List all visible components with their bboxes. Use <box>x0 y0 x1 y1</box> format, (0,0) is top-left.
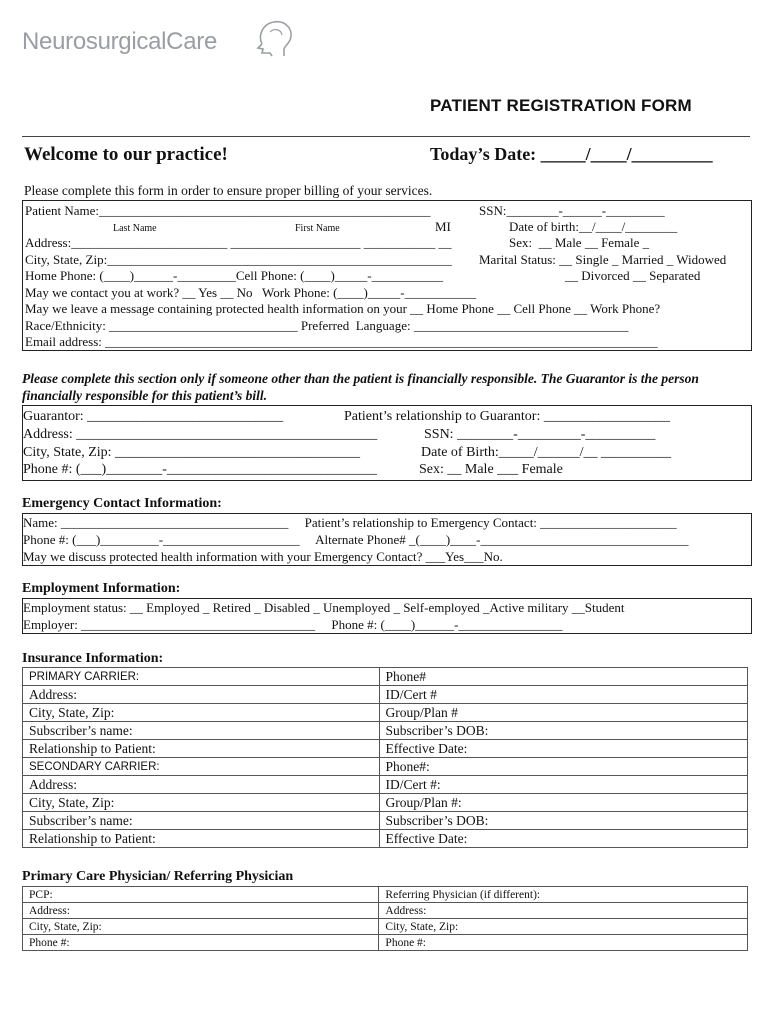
address-field[interactable]: Address:________________________ ____________________ ___________ __ <box>25 235 452 250</box>
referring-physician-cell[interactable]: Address: <box>379 903 748 919</box>
insurance-row <box>23 830 748 848</box>
pcp-cell[interactable]: Phone #: <box>23 935 379 951</box>
physician-row <box>23 935 748 951</box>
guarantor-box <box>22 405 752 481</box>
welcome-heading: Welcome to our practice! <box>24 144 228 165</box>
insurance-left-cell[interactable]: Relationship to Patient: <box>23 830 380 848</box>
physician-title: Primary Care Physician/ Referring Physician <box>22 869 294 884</box>
insurance-right-cell[interactable]: Phone#: <box>379 758 747 776</box>
insurance-right-cell[interactable]: Group/Plan #: <box>379 794 747 812</box>
work-contact-field[interactable]: May we contact you at work? __ Yes __ No Work Phone: (____)_____-___________ <box>25 285 477 300</box>
employment-status-field[interactable]: Employment status: __ Employed _ Retired _ Disabled _ Unemployed _ Self-employed _Active military __Student <box>23 600 625 615</box>
employer-field[interactable]: Employer: ____________________________________ Phone #: (____)______-________________ <box>23 617 563 632</box>
emergency-phi-field[interactable]: May we discuss protected health information with your Emergency Contact? ___Yes___No. <box>23 549 503 564</box>
city-state-zip-field[interactable]: City, State, Zip:_____________________________________________________ <box>25 252 452 267</box>
home-cell-phone-field[interactable]: Home Phone: (____)______-_________Cell Phone: (____)_____-___________ <box>25 268 444 283</box>
last-name-caption: Last Name <box>113 223 157 234</box>
message-permission-field[interactable]: May we leave a message containing protected health information on your __ Home Phone __ Cell Phone __ Work Phone? <box>25 301 661 316</box>
patient-info-box <box>22 200 752 351</box>
dob-field[interactable]: Date of birth:__/____/________ <box>509 219 678 234</box>
insurance-left-cell[interactable]: Subscriber’s name: <box>23 722 380 740</box>
insurance-row <box>23 812 748 830</box>
race-language-field[interactable]: Race/Ethnicity: _____________________________ Preferred Language: _________________________________ <box>25 318 629 333</box>
insurance-right-cell[interactable]: Effective Date: <box>379 740 747 758</box>
form-title: PATIENT REGISTRATION FORM <box>430 96 692 115</box>
insurance-left-cell[interactable]: City, State, Zip: <box>23 794 380 812</box>
guarantor-phone-field[interactable]: Phone #: (___)________-______________________________ <box>23 462 377 477</box>
sex-field[interactable]: Sex: __ Male __ Female _ <box>509 235 650 250</box>
mi-caption: MI <box>435 219 451 234</box>
marital-status-field[interactable]: Marital Status: __ Single _ Married _ Widowed <box>479 252 727 267</box>
insurance-row <box>23 668 748 686</box>
insurance-right-cell[interactable]: Group/Plan # <box>379 704 747 722</box>
header-divider <box>22 136 750 137</box>
first-name-caption: First Name <box>295 223 340 234</box>
emergency-name-field[interactable]: Name: ___________________________________ Patient’s relationship to Emergency Contact: _____________________ <box>23 515 677 530</box>
insurance-right-cell[interactable]: ID/Cert #: <box>379 776 747 794</box>
insurance-title: Insurance Information: <box>22 651 164 666</box>
head-profile-icon <box>254 18 296 58</box>
guarantor-relationship-field[interactable]: Patient’s relationship to Guarantor: __________________ <box>344 409 670 424</box>
physician-table <box>22 886 748 951</box>
insurance-left-cell[interactable]: Subscriber’s name: <box>23 812 380 830</box>
insurance-left-cell[interactable]: Address: <box>23 776 380 794</box>
insurance-row <box>23 704 748 722</box>
insurance-left-cell[interactable]: City, State, Zip: <box>23 704 380 722</box>
physician-row <box>23 903 748 919</box>
insurance-right-cell[interactable]: Phone# <box>379 668 747 686</box>
pcp-cell[interactable]: PCP: <box>23 887 379 903</box>
insurance-right-cell[interactable]: Subscriber’s DOB: <box>379 722 747 740</box>
insurance-right-cell[interactable]: ID/Cert # <box>379 686 747 704</box>
guarantor-name-field[interactable]: Guarantor: ____________________________ <box>23 409 284 424</box>
insurance-left-cell[interactable]: Relationship to Patient: <box>23 740 380 758</box>
referring-physician-cell[interactable]: Phone #: <box>379 935 748 951</box>
ssn-field[interactable]: SSN:________-______-_________ <box>479 203 665 218</box>
insurance-row <box>23 794 748 812</box>
guarantor-note: Please complete this section only if someone other than the patient is financially responsible. The Guarantor is the person financially responsible for this patient’s bill. <box>22 371 699 403</box>
insurance-row <box>23 686 748 704</box>
guarantor-address-field[interactable]: Address: ___________________________________________ <box>23 427 378 442</box>
emergency-title: Emergency Contact Information: <box>22 496 222 511</box>
physician-row <box>23 887 748 903</box>
email-field[interactable]: Email address: _____________________________________________________________________________________ <box>25 334 658 349</box>
physician-row <box>23 919 748 935</box>
patient-name-field[interactable]: Patient Name:___________________________________________________ <box>25 203 431 218</box>
insurance-row <box>23 758 748 776</box>
employment-box <box>22 598 752 634</box>
insurance-row <box>23 722 748 740</box>
logo-text: NeurosurgicalCare <box>22 28 217 55</box>
emergency-phone-field[interactable]: Phone #: (___)_________-_____________________ Alternate Phone# _(____)____-________________________________ <box>23 532 689 547</box>
insurance-right-cell[interactable]: Subscriber’s DOB: <box>379 812 747 830</box>
insurance-left-cell[interactable]: Address: <box>23 686 380 704</box>
todays-date-field[interactable]: Today’s Date: _____/____/_________ <box>430 144 713 164</box>
guarantor-dob-field[interactable]: Date of Birth:_____/______/__ __________ <box>421 445 672 460</box>
insurance-left-cell[interactable]: PRIMARY CARRIER: <box>23 668 380 686</box>
employment-title: Employment Information: <box>22 581 181 596</box>
pcp-cell[interactable]: Address: <box>23 903 379 919</box>
guarantor-sex-field[interactable]: Sex: __ Male ___ Female <box>419 462 563 477</box>
referring-physician-cell[interactable]: City, State, Zip: <box>379 919 748 935</box>
insurance-right-cell[interactable]: Effective Date: <box>379 830 747 848</box>
pcp-cell[interactable]: City, State, Zip: <box>23 919 379 935</box>
insurance-table <box>22 667 748 848</box>
intro-text: Please complete this form in order to ensure proper billing of your services. <box>24 183 433 198</box>
insurance-row <box>23 776 748 794</box>
emergency-box <box>22 513 752 566</box>
referring-physician-cell[interactable]: Referring Physician (if different): <box>379 887 748 903</box>
guarantor-ssn-field[interactable]: SSN: ________-_________-__________ <box>424 427 656 442</box>
marital-status-field-2[interactable]: __ Divorced __ Separated <box>565 268 701 283</box>
insurance-row <box>23 740 748 758</box>
guarantor-city-field[interactable]: City, State, Zip: ___________________________________ <box>23 445 361 460</box>
insurance-left-cell[interactable]: SECONDARY CARRIER: <box>23 758 380 776</box>
logo <box>22 18 282 62</box>
